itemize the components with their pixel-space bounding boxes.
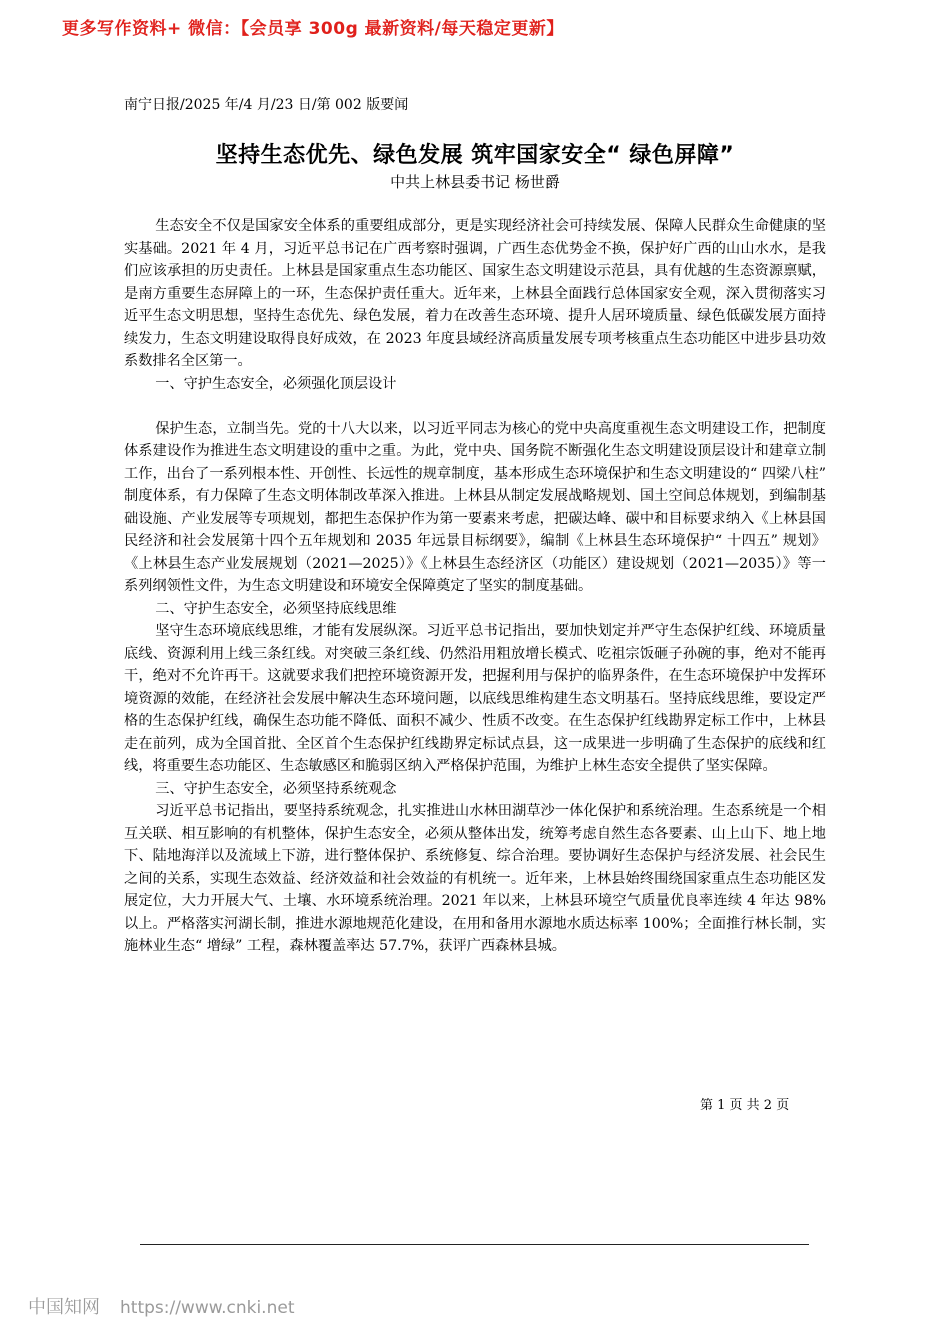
- cnki-watermark: [28, 1293, 294, 1319]
- paragraph-gap: [124, 395, 826, 418]
- article-author: 中共上林县委书记 杨世爵: [390, 173, 560, 191]
- paragraph-section-2: 坚守生态环境底线思维，才能有发展纵深。习近平总书记指出，要加快划定并严守生态保护红线、环境质量底线、资源利用上线三条红线。对突破三条红线、仍然沿用粗放增长模式、吃祖宗饭砸子孙碗的事，绝对不能再干，绝对不允许再干。这就要求我们把控环境资源开发，把握利用与保护的临界条件，在生态环境保护中发挥环境资源的效能，在经济社会发展中解决生态环境问题，以底线思维构建生态文明基石。坚持底线思维，要设定严格的生态保护红线，确保生态功能不降低、面积不减少、性质不改变。在生态保护红线勘界定标工作中，上林县走在前列，成为全国首批、全区首个生态保护红线勘界定标试点县，这一成果进一步明确了生态保护的底线和红线，将重要生态功能区、生态敏感区和脆弱区纳入严格保护范围，为维护上林生态安全提供了坚实保障。: [124, 623, 826, 774]
- paragraph-section-3: 习近平总书记指出，要坚持系统观念，扎实推进山水林田湖草沙一体化保护和系统治理。生态系统是一个相互关联、相互影响的有机整体，保护生态安全，必须从整体出发，统筹考虑自然生态各要素、山上山下、地上地下、陆地海洋以及流域上下游，进行整体保护、系统修复、综合治理。要协调好生态保护与经济发展、社会民生之间的关系，实现生态效益、经济效益和社会效益的有机统一。近年来，上林县始终围绕国家重点生态功能区发展定位，大力开展大气、土壤、水环境系统治理。2021 年以来，上林县环境空气质量优良率连续 4 年达 98%以上。严格落实河湖长制，推进水源地规范化建设，在用和备用水源地水质达标率 100%；全面推行林长制，实施林业生态“ 增绿” 工程，森林覆盖率达 57.7%，获评广西森林县城。: [124, 803, 826, 954]
- article-title: 坚持生态优先、绿色发展 筑牢国家安全“ 绿色屏障”: [215, 143, 735, 168]
- article-body: [124, 215, 826, 958]
- paragraph-intro: 生态安全不仅是国家安全体系的重要组成部分，更是实现经济社会可持续发展、保障人民群众生命健康的坚实基础。2021 年 4 月，习近平总书记在广西考察时强调，广西生态优势金不换，保护好广西的山山水水，是我们应该承担的历史责任。上林县是国家重点生态功能区、国家生态文明建设示范县，具有优越的生态资源禀赋，是南方重要生态屏障上的一环，生态保护责任重大。近年来，上林县全面践行总体国家安全观，深入贯彻落实习近平生态文明思想，坚持生态优先、绿色发展，着力在改善生态环境、提升人居环境质量、绿色低碳发展方面持续发力，生态文明建设取得良好成效，在 2023 年度县域经济高质量发展专项考核重点生态功能区中进步县功效系数排名全区第一。: [124, 218, 826, 369]
- footer-divider: [140, 1244, 809, 1245]
- newspaper-source-line: 南宁日报/2025 年/4 月/23 日/第 002 版要闻: [124, 97, 409, 113]
- section-heading-2: 二、守护生态安全，必须坚持底线思维: [155, 600, 397, 617]
- watermark-url: https://www.cnki.net: [120, 1298, 295, 1318]
- paragraph-section-1: 保护生态，立制当先。党的十八大以来，以习近平同志为核心的党中央高度重视生态文明建设工作，把制度体系建设作为推进生态文明建设的重中之重。为此，党中央、国务院不断强化生态文明建设顶层设计和建章立制工作，出台了一系列根本性、开创性、长远性的规章制度，基本形成生态环境保护和生态文明建设的“ 四梁八柱” 制度体系，有力保障了生态文明体制改革深入推进。上林县从制定发展战略规划、国土空间总体规划，到编制基础设施、产业发展等专项规划，都把生态保护作为第一要素来考虑，把碳达峰、碳中和目标要求纳入《上林县国民经济和社会发展第十四个五年规划和 2035 年远景目标纲要》，编制《上林县生态环境保护“ 十四五” 规划》《上林县生态产业发展规划（2021—2025）》《上林县生态经济区（功能区）建设规划（2021—2035）》等一系列纲领性文件，为生态文明建设和环境安全保障奠定了坚实的制度基础。: [124, 420, 826, 594]
- watermark-brand: 中国知网: [28, 1297, 100, 1318]
- promo-banner: 更多写作资料+ 微信：【会员享 300g 最新资料/每天稳定更新】: [62, 19, 564, 39]
- page-number: 第 1 页 共 2 页: [700, 1098, 790, 1113]
- section-heading-1: 一、守护生态安全，必须强化顶层设计: [155, 375, 397, 392]
- section-heading-3: 三、守护生态安全，必须坚持系统观念: [155, 780, 397, 797]
